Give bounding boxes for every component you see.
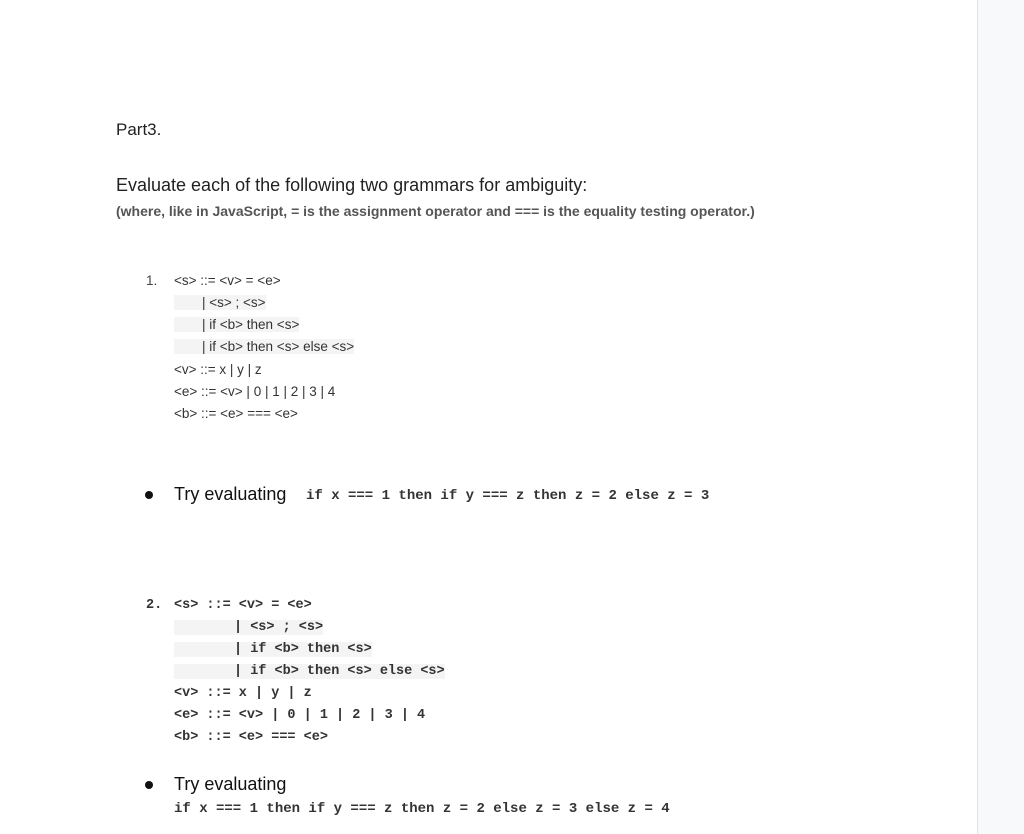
try-code: if x === 1 then if y === z then z = 2 else z = 3 else z = 4	[174, 801, 670, 817]
grammar2-line: <v> ::= x | y | z	[174, 686, 312, 701]
grammar2-line: <s> ::= <v> = <e>	[174, 598, 312, 613]
try-label: Try evaluating	[174, 774, 287, 794]
bullet-dot	[145, 491, 153, 499]
grammar2-line: | if <b> then <s>	[174, 642, 372, 657]
bullet-dot	[145, 781, 153, 789]
grammar1-line: <b> ::= <e> === <e>	[174, 406, 298, 421]
grammar1-line: <e> ::= <v> | 0 | 1 | 2 | 3 | 4	[174, 384, 336, 399]
grammar2-line: <e> ::= <v> | 0 | 1 | 2 | 3 | 4	[174, 708, 426, 723]
question-heading: Evaluate each of the following two grammars for ambiguity:	[116, 175, 588, 195]
part-title: Part3.	[116, 120, 162, 139]
grammar2-line: <b> ::= <e> === <e>	[174, 730, 328, 745]
grammar1-line: <v> ::= x | y | z	[174, 362, 262, 377]
grammar2-line: | <s> ; <s>	[174, 620, 323, 635]
grammar1-number: 1.	[146, 273, 158, 288]
grammar1-line: | if <b> then <s> else <s>	[174, 339, 354, 354]
try-label: Try evaluating	[174, 484, 287, 504]
grammar1-line: <s> ::= <v> = <e>	[174, 273, 281, 288]
try-code: if x === 1 then if y === z then z = 2 else z = 3	[306, 488, 710, 504]
grammar1-line: | <s> ; <s>	[174, 295, 266, 310]
grammar1-line: | if <b> then <s>	[174, 317, 299, 332]
grammar2-line: | if <b> then <s> else <s>	[174, 664, 445, 679]
operator-note: (where, like in JavaScript, = is the assignment operator and === is the equality testing operator.)	[116, 203, 755, 219]
grammar2-number: 2.	[146, 598, 163, 613]
